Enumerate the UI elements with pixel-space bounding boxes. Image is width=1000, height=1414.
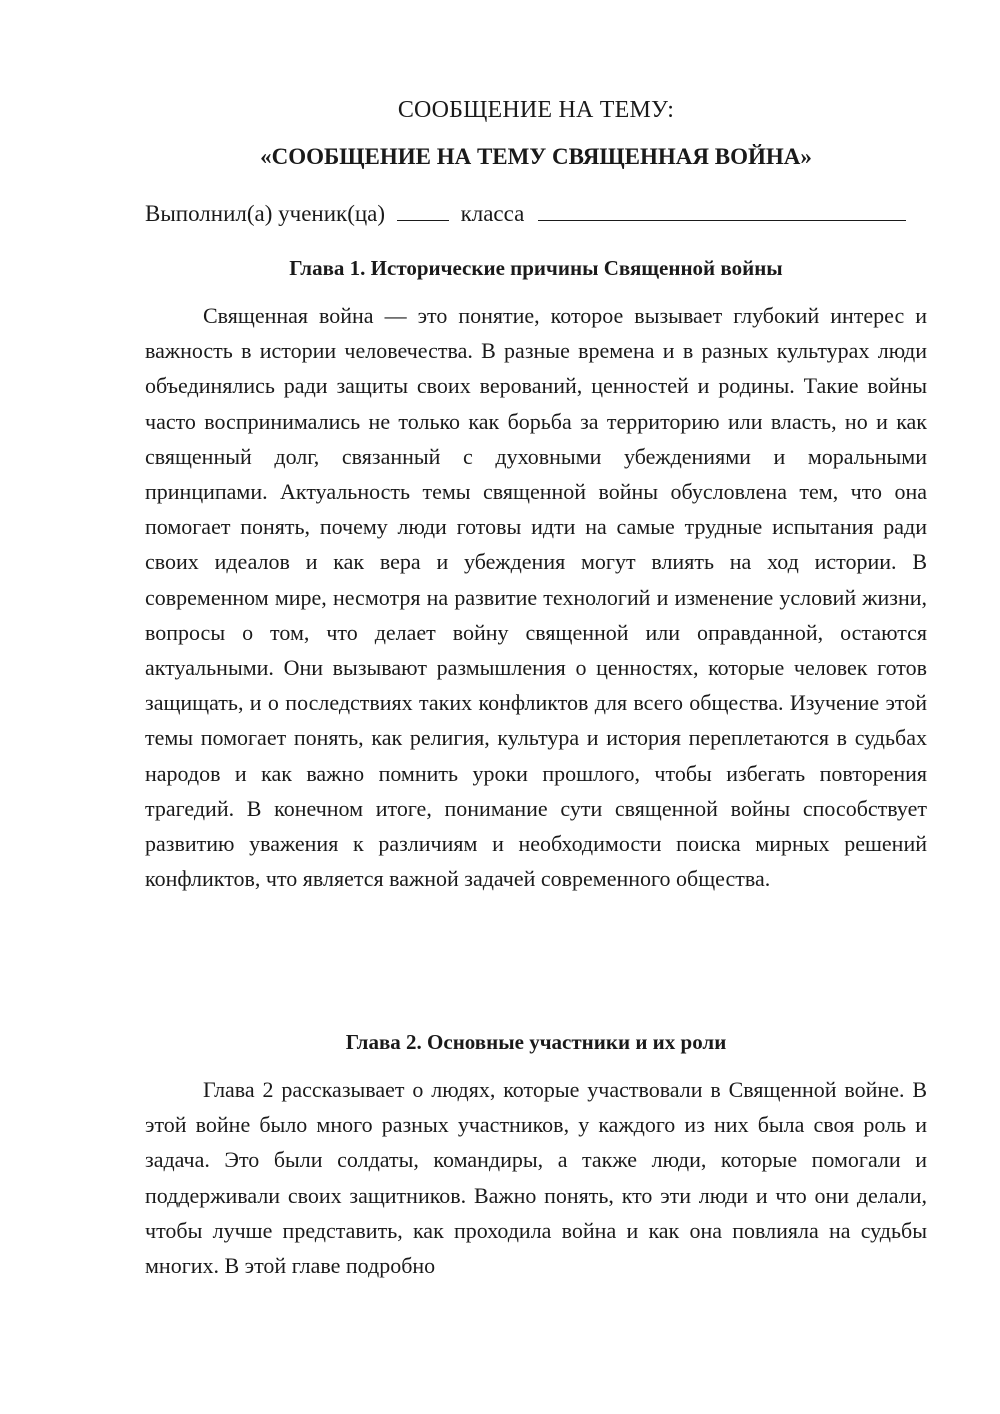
document-title-line1: СООБЩЕНИЕ НА ТЕМУ: <box>397 97 675 123</box>
author-prefix: Выполнил(а) ученик(ца) <box>145 201 386 226</box>
author-line <box>145 198 927 229</box>
chapter-2-heading: Глава 2. Основные участники и их роли <box>345 1030 727 1054</box>
document-title-line2: «СООБЩЕНИЕ НА ТЕМУ СВЯЩЕННАЯ ВОЙНА» <box>260 144 812 169</box>
chapter-1-paragraph: Священная война — это понятие, которое вызывает глубокий интерес и важность в истории человечества. В разные времена и в разных культурах люди объединялись ради защиты своих верований, ценностей и родины. Такие войны часто воспринимались не только как борьба за территорию или власть, но и как священный долг, связанный с духовными убеждениями и моральными принципами. Актуальность темы священной войны обусловлена тем, что она помогает понять, почему люди готовы идти на самые трудные испытания ради своих идеалов и как вера и убеждения могут влиять на ход истории. В современном мире, несмотря на развитие технологий и изменение условий жизни, вопросы о том, что делает войну священной или оправданной, остаются актуальными. Они вызывают размышления о ценностях, которые человек готов защищать, и о последствиях таких конфликтов для всего общества. Изучение этой темы помогает понять, как религия, культура и история переплетаются в судьбах народов и как важно помнить уроки прошлого, чтобы избегать повторения трагедий. В конечном итоге, понимание сути священной войны способствует развитию уважения к различиям и необходимости поиска мирных решений конфликтов, что является важной задачей современного общества. <box>145 303 927 892</box>
class-number-blank <box>397 198 449 221</box>
author-class-label: класса <box>460 201 525 226</box>
chapter-1-heading: Глава 1. Исторические причины Священной войны <box>289 256 783 280</box>
chapter-2-paragraph: Глава 2 рассказывает о людях, которые участвовали в Священной войне. В этой войне было много разных участников, у каждого из них была своя роль и задача. Это были солдаты, командиры, а также люди, которые помогали и поддерживали своих защитников. Важно понять, кто эти люди и что они делали, чтобы лучше представить, как проходила война и как она повлияла на судьбы многих. В этой главе подробно <box>145 1077 927 1279</box>
author-name-blank <box>538 198 906 221</box>
